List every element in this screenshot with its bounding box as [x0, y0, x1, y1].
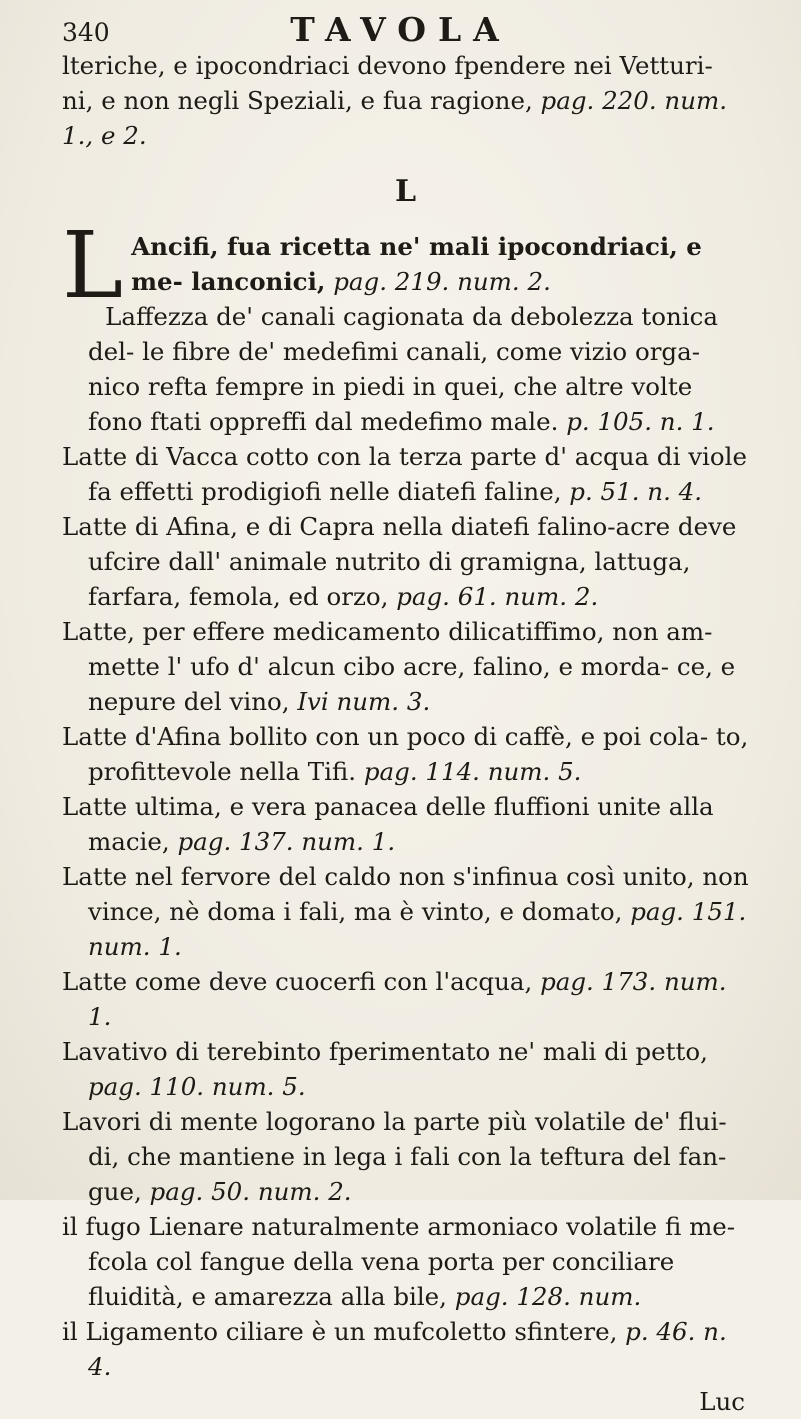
entry-ref: Ivi num. 3. [297, 687, 431, 716]
entry-ref: pag. 61. num. 2. [396, 582, 599, 611]
index-entry [62, 212, 749, 319]
index-entry [62, 299, 749, 439]
entry-text: Laffezza de' canali cagionata da debolezza tonica del- le fibre de' medefimi canali, come vizio orga- nico refta fempre in piedi in quei, che altre volte fono ftati oppreffi dal medefimo male. [88, 302, 718, 436]
index-entry [62, 964, 749, 1034]
continuation-entry [62, 48, 749, 153]
entry-text: Latte, per effere medicamento dilicatiffimo, non am- mette l' ufo d' alcun cibo acre, falino, e morda- ce, e nepure del vino, [62, 617, 736, 716]
entry-text: Latte di Vacca cotto con la terza parte d' acqua di viole fa effetti prodigiofi nelle diatefi faline, [62, 442, 747, 506]
section-letter: L [394, 174, 417, 209]
index-entry [62, 719, 749, 789]
page-number: 340 [62, 18, 110, 47]
index-entry [62, 439, 749, 509]
index-entry [62, 1209, 749, 1314]
running-title: TAVOLA [290, 10, 511, 49]
entry-text: Lavativo di terebinto fperimentato ne' mali di petto, [62, 1037, 708, 1066]
catchword: Luc [699, 1387, 745, 1416]
entry-text: Latte d'Afina bollito con un poco di caffè, e poi cola- to, profittevole nella Tifi. [62, 722, 749, 786]
entry-ref: p. 51. n. 4. [569, 477, 703, 506]
entry-ref: pag. 173. num. 1. [88, 967, 727, 1031]
index-entry [62, 1314, 749, 1384]
entry-ref: pag. 50. num. 2. [149, 1177, 352, 1206]
entry-ref: pag. 128. num. [454, 1282, 642, 1311]
entry-text: Lavori di mente logorano la parte più volatile de' flui- di, che mantiene in lega i fali con la teftura del fan- gue, [62, 1107, 727, 1206]
index-entry [62, 614, 749, 719]
entry-ref: p. 105. n. 1. [566, 407, 715, 436]
drop-cap: L [62, 212, 124, 319]
entry-text: Latte di Afina, e di Capra nella diatefi falino-acre deve ufcire dall' animale nutrito di gramigna, lattuga, farfara, femola, ed orzo, [62, 512, 737, 611]
entry-text: Latte ultima, e vera panacea delle fluffioni unite alla macie, [62, 792, 714, 856]
entry-text: Latte come deve cuocerfi con l'acqua, [62, 967, 533, 996]
entry-ref: pag. 151. num. 1. [88, 897, 747, 961]
page-header [62, 10, 739, 50]
index-entry [62, 509, 749, 614]
entry-ref: pag. 219. num. 2. [333, 267, 551, 296]
continuation-ref: pag. 220. num. 1., e 2. [62, 86, 728, 150]
index-entry [62, 1034, 749, 1104]
entry-ref: pag. 137. num. 1. [177, 827, 396, 856]
entry-ref: pag. 114. num. 5. [363, 757, 582, 786]
entry-text: Ancifi, fua ricetta ne' mali ipocondriaci, e me- lanconici, [131, 232, 702, 296]
index-entry [62, 789, 749, 859]
index-body [62, 48, 749, 1419]
index-entry [62, 1104, 749, 1209]
index-entry [62, 859, 749, 964]
entry-text: il Ligamento ciliare è un mufcoletto sfintere, [62, 1317, 618, 1346]
continuation-text: lteriche, e ipocondriaci devono fpendere nei Vetturi- ni, e non negli Speziali, e fua ragione, [62, 51, 713, 115]
entry-ref: pag. 110. num. 5. [88, 1072, 306, 1101]
entry-text: Latte nel fervore del caldo non s'infinua così unito, non vince, nè doma i fali, ma è vinto, e domato, [62, 862, 749, 926]
entry-ref: p. 46. n. 4. [88, 1317, 727, 1381]
entry-text: il fugo Lienare naturalmente armoniaco volatile fi me- fcola col fangue della vena porta per conciliare fluidità, e amarezza alla bile, [62, 1212, 736, 1311]
